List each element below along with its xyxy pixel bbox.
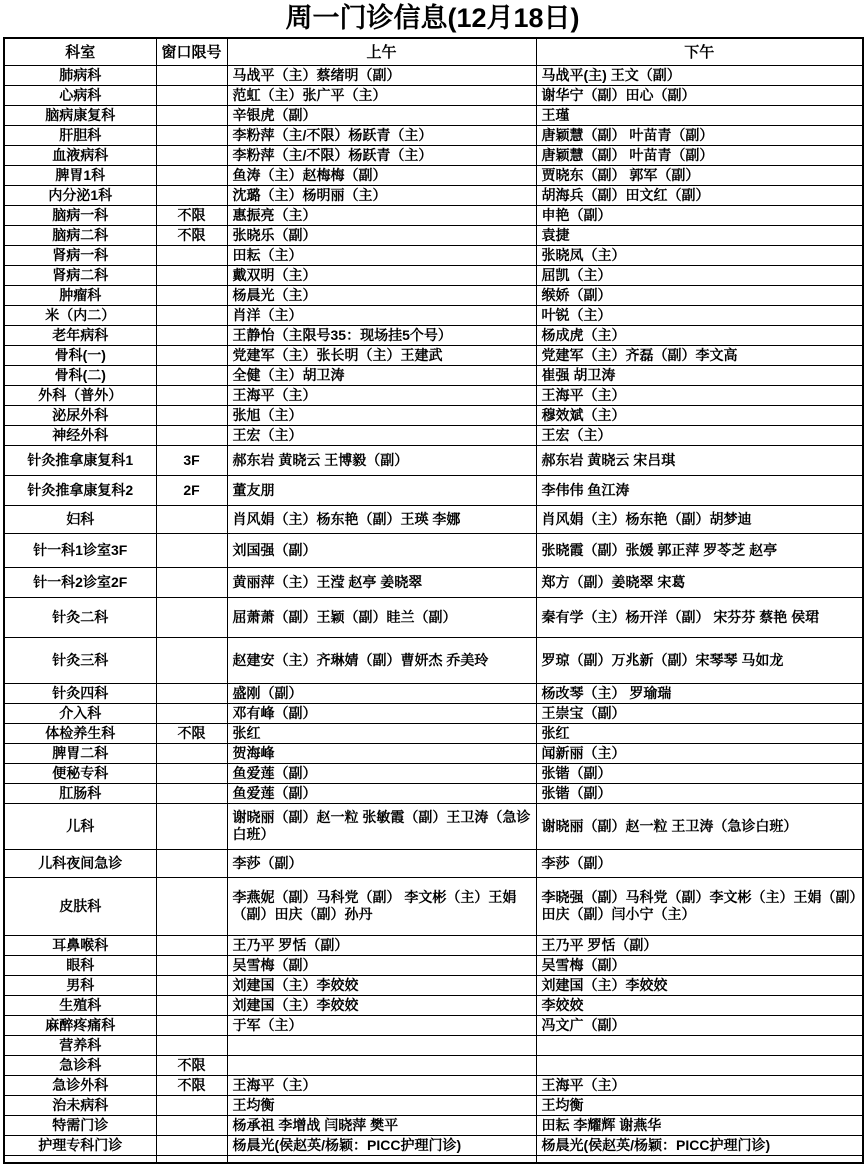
window-limit-cell xyxy=(156,597,227,637)
schedule-row xyxy=(4,683,863,703)
window-limit-cell: 不限 xyxy=(156,205,227,225)
department-cell: 护理专科门诊 xyxy=(4,1135,156,1155)
afternoon-cell: 党建军（主）齐磊（副）李文高 xyxy=(536,345,863,365)
department-cell: 介入科 xyxy=(4,703,156,723)
department-cell: 骨科(一) xyxy=(4,345,156,365)
window-limit-cell xyxy=(156,637,227,683)
schedule-table xyxy=(3,37,864,1164)
col-header-morning: 上午 xyxy=(227,38,536,65)
window-limit-cell xyxy=(156,533,227,567)
afternoon-cell: 谢晓丽（副）赵一粒 王卫涛（急诊白班） xyxy=(536,803,863,849)
department-cell xyxy=(4,1155,156,1163)
department-cell: 内分泌1科 xyxy=(4,185,156,205)
window-limit-cell xyxy=(156,405,227,425)
department-cell: 皮肤科 xyxy=(4,877,156,935)
morning-cell: 刘建国（主）李姣姣 xyxy=(227,975,536,995)
schedule-row xyxy=(4,265,863,285)
department-cell: 神经外科 xyxy=(4,425,156,445)
morning-cell: 张旭（主） xyxy=(227,405,536,425)
afternoon-cell: 张锴（副） xyxy=(536,763,863,783)
department-cell: 针灸二科 xyxy=(4,597,156,637)
morning-cell: 李燕妮（副）马科党（副） 李文彬（主）王娟（副）田庆（副）孙丹 xyxy=(227,877,536,935)
afternoon-cell: 李伟伟 鱼江涛 xyxy=(536,475,863,505)
window-limit-cell xyxy=(156,1015,227,1035)
afternoon-cell: 贾晓东（副） 郭军（副） xyxy=(536,165,863,185)
afternoon-cell: 杨成虎（主） xyxy=(536,325,863,345)
schedule-row xyxy=(4,1055,863,1075)
morning-cell: 张红 xyxy=(227,723,536,743)
afternoon-cell: 郑方（副）姜晓翠 宋葛 xyxy=(536,567,863,597)
schedule-row xyxy=(4,505,863,533)
col-header-afternoon: 下午 xyxy=(536,38,863,65)
schedule-row xyxy=(4,955,863,975)
schedule-row xyxy=(4,763,863,783)
window-limit-cell xyxy=(156,65,227,85)
window-limit-cell xyxy=(156,1035,227,1055)
department-cell: 生殖科 xyxy=(4,995,156,1015)
afternoon-cell: 屈凯（主） xyxy=(536,265,863,285)
morning-cell: 吴雪梅（副） xyxy=(227,955,536,975)
schedule-row xyxy=(4,1075,863,1095)
schedule-row xyxy=(4,877,863,935)
morning-cell: 杨晨光（主） xyxy=(227,285,536,305)
morning-cell: 董友朋 xyxy=(227,475,536,505)
department-cell: 骨科(二) xyxy=(4,365,156,385)
page-title: 周一门诊信息(12月18日) xyxy=(285,3,580,33)
morning-cell: 鱼涛（主）赵梅梅（副） xyxy=(227,165,536,185)
window-limit-cell: 不限 xyxy=(156,1075,227,1095)
window-limit-cell xyxy=(156,385,227,405)
window-limit-cell xyxy=(156,1155,227,1163)
department-cell: 脑病一科 xyxy=(4,205,156,225)
department-cell: 心病科 xyxy=(4,85,156,105)
morning-cell: 谢晓丽（副）赵一粒 张敏霞（副）王卫涛（急诊白班） xyxy=(227,803,536,849)
schedule-row xyxy=(4,723,863,743)
department-cell: 麻醉疼痛科 xyxy=(4,1015,156,1035)
schedule-row xyxy=(4,285,863,305)
afternoon-cell: 张晓凤（主） xyxy=(536,245,863,265)
schedule-row xyxy=(4,597,863,637)
morning-cell: 范虹（主）张广平（主） xyxy=(227,85,536,105)
department-cell: 泌尿外科 xyxy=(4,405,156,425)
morning-cell: 惠振亮（主） xyxy=(227,205,536,225)
afternoon-cell: 王瑾 xyxy=(536,105,863,125)
afternoon-cell: 杨晨光(侯赵英/杨颖：PICC护理门诊) xyxy=(536,1135,863,1155)
window-limit-cell: 不限 xyxy=(156,723,227,743)
header-row xyxy=(4,38,863,65)
department-cell: 米（内二） xyxy=(4,305,156,325)
morning-cell: 张晓乐（副） xyxy=(227,225,536,245)
window-limit-cell: 不限 xyxy=(156,225,227,245)
morning-cell: 李莎（副） xyxy=(227,849,536,877)
department-cell: 耳鼻喉科 xyxy=(4,935,156,955)
schedule-row xyxy=(4,1095,863,1115)
afternoon-cell: 秦有学（主）杨开洋（副） 宋芬芬 蔡艳 侯珺 xyxy=(536,597,863,637)
department-cell: 脑病二科 xyxy=(4,225,156,245)
window-limit-cell xyxy=(156,285,227,305)
afternoon-cell: 罗琼（副）万兆新（副）宋琴琴 马如龙 xyxy=(536,637,863,683)
window-limit-cell xyxy=(156,683,227,703)
afternoon-cell: 马战平(主) 王文（副） xyxy=(536,65,863,85)
schedule-table-head xyxy=(4,38,863,65)
schedule-row xyxy=(4,849,863,877)
window-limit-cell xyxy=(156,345,227,365)
window-limit-cell xyxy=(156,165,227,185)
schedule-row xyxy=(4,1135,863,1155)
window-limit-cell: 2F xyxy=(156,475,227,505)
window-limit-cell xyxy=(156,975,227,995)
schedule-row xyxy=(4,165,863,185)
schedule-row xyxy=(4,425,863,445)
department-cell: 针灸推拿康复科1 xyxy=(4,445,156,475)
morning-cell: 肖洋（主） xyxy=(227,305,536,325)
col-header-window-limit: 窗口限号 xyxy=(156,38,227,65)
afternoon-cell: 刘建国（主）李姣姣 xyxy=(536,975,863,995)
department-cell: 脾胃1科 xyxy=(4,165,156,185)
morning-cell: 刘建国（主）李姣姣 xyxy=(227,995,536,1015)
window-limit-cell xyxy=(156,877,227,935)
schedule-row xyxy=(4,803,863,849)
schedule-row xyxy=(4,185,863,205)
schedule-row xyxy=(4,225,863,245)
department-cell: 体检养生科 xyxy=(4,723,156,743)
department-cell: 男科 xyxy=(4,975,156,995)
schedule-row xyxy=(4,783,863,803)
afternoon-cell: 冯文广（副） xyxy=(536,1015,863,1035)
window-limit-cell xyxy=(156,185,227,205)
afternoon-cell: 吴雪梅（副） xyxy=(536,955,863,975)
schedule-row xyxy=(4,305,863,325)
department-cell: 急诊外科 xyxy=(4,1075,156,1095)
schedule-row xyxy=(4,1035,863,1055)
afternoon-cell: 杨改琴（主） 罗瑜瑞 xyxy=(536,683,863,703)
schedule-row xyxy=(4,475,863,505)
department-cell: 儿科 xyxy=(4,803,156,849)
morning-cell: 黄丽萍（主）王滢 赵亭 姜晓翠 xyxy=(227,567,536,597)
window-limit-cell xyxy=(156,85,227,105)
department-cell: 针一科1诊室3F xyxy=(4,533,156,567)
schedule-row xyxy=(4,365,863,385)
morning-cell: 杨晨光(侯赵英/杨颖：PICC护理门诊) xyxy=(227,1135,536,1155)
morning-cell: 戴双明（主） xyxy=(227,265,536,285)
window-limit-cell xyxy=(156,425,227,445)
window-limit-cell: 不限 xyxy=(156,1055,227,1075)
window-limit-cell xyxy=(156,803,227,849)
afternoon-cell: 王海平（主） xyxy=(536,385,863,405)
schedule-row xyxy=(4,245,863,265)
afternoon-cell: 袁捷 xyxy=(536,225,863,245)
afternoon-cell: 肖风娟（主）杨东艳（副）胡梦迪 xyxy=(536,505,863,533)
afternoon-cell: 王宏（主） xyxy=(536,425,863,445)
afternoon-cell: 唐颖慧（副） 叶苗青（副） xyxy=(536,145,863,165)
window-limit-cell xyxy=(156,145,227,165)
schedule-row xyxy=(4,405,863,425)
morning-cell: 马战平（主）蔡绪明（副） xyxy=(227,65,536,85)
morning-cell: 全健（主）胡卫涛 xyxy=(227,365,536,385)
window-limit-cell: 3F xyxy=(156,445,227,475)
window-limit-cell xyxy=(156,305,227,325)
schedule-row xyxy=(4,325,863,345)
schedule-row xyxy=(4,145,863,165)
morning-cell: 刘国强（副） xyxy=(227,533,536,567)
window-limit-cell xyxy=(156,955,227,975)
afternoon-cell: 张锴（副） xyxy=(536,783,863,803)
schedule-row xyxy=(4,65,863,85)
morning-cell: 沈璐（主）杨明丽（主） xyxy=(227,185,536,205)
afternoon-cell xyxy=(536,1055,863,1075)
morning-cell: 赵建安（主）齐琳婧（副）曹妍杰 乔美玲 xyxy=(227,637,536,683)
morning-cell xyxy=(227,1155,536,1163)
window-limit-cell xyxy=(156,995,227,1015)
department-cell: 肺病科 xyxy=(4,65,156,85)
window-limit-cell xyxy=(156,125,227,145)
afternoon-cell: 王均衡 xyxy=(536,1095,863,1115)
afternoon-cell: 李姣姣 xyxy=(536,995,863,1015)
department-cell: 外科（普外） xyxy=(4,385,156,405)
schedule-row xyxy=(4,85,863,105)
afternoon-cell xyxy=(536,1035,863,1055)
schedule-row xyxy=(4,703,863,723)
afternoon-cell: 闻新丽（主） xyxy=(536,743,863,763)
afternoon-cell: 王崇宝（副） xyxy=(536,703,863,723)
department-cell: 急诊科 xyxy=(4,1055,156,1075)
schedule-table-body xyxy=(4,65,863,1163)
morning-cell: 李粉萍（主/不限）杨跃青（主） xyxy=(227,145,536,165)
department-cell: 针一科2诊室2F xyxy=(4,567,156,597)
window-limit-cell xyxy=(156,1135,227,1155)
schedule-row xyxy=(4,125,863,145)
afternoon-cell: 穆效斌（主） xyxy=(536,405,863,425)
schedule-row xyxy=(4,567,863,597)
department-cell: 眼科 xyxy=(4,955,156,975)
schedule-row xyxy=(4,1015,863,1035)
window-limit-cell xyxy=(156,1115,227,1135)
window-limit-cell xyxy=(156,505,227,533)
schedule-row xyxy=(4,533,863,567)
morning-cell: 郝东岩 黄晓云 王博毅（副） xyxy=(227,445,536,475)
window-limit-cell xyxy=(156,1095,227,1115)
department-cell: 肾病一科 xyxy=(4,245,156,265)
department-cell: 营养科 xyxy=(4,1035,156,1055)
department-cell: 肛肠科 xyxy=(4,783,156,803)
schedule-row xyxy=(4,445,863,475)
window-limit-cell xyxy=(156,743,227,763)
department-cell: 脑病康复科 xyxy=(4,105,156,125)
afternoon-cell: 缑娇（副） xyxy=(536,285,863,305)
window-limit-cell xyxy=(156,763,227,783)
department-cell: 治未病科 xyxy=(4,1095,156,1115)
schedule-row xyxy=(4,345,863,365)
afternoon-cell: 田耘 李耀辉 谢燕华 xyxy=(536,1115,863,1135)
morning-cell: 杨承祖 李增战 闫晓萍 樊平 xyxy=(227,1115,536,1135)
department-cell: 针灸三科 xyxy=(4,637,156,683)
morning-cell: 屈萧萧（副）王颖（副）眭兰（副） xyxy=(227,597,536,637)
afternoon-cell: 崔强 胡卫涛 xyxy=(536,365,863,385)
window-limit-cell xyxy=(156,849,227,877)
morning-cell: 王海平（主） xyxy=(227,385,536,405)
morning-cell: 邓有峰（副） xyxy=(227,703,536,723)
department-cell: 针灸四科 xyxy=(4,683,156,703)
department-cell: 儿科夜间急诊 xyxy=(4,849,156,877)
schedule-row xyxy=(4,637,863,683)
schedule-row xyxy=(4,995,863,1015)
department-cell: 脾胃二科 xyxy=(4,743,156,763)
schedule-row xyxy=(4,105,863,125)
morning-cell xyxy=(227,1035,536,1055)
afternoon-cell: 王乃平 罗恬（副） xyxy=(536,935,863,955)
window-limit-cell xyxy=(156,935,227,955)
window-limit-cell xyxy=(156,105,227,125)
afternoon-cell: 张晓霞（副）张媛 郭正萍 罗苓芝 赵亭 xyxy=(536,533,863,567)
schedule-row xyxy=(4,205,863,225)
morning-cell: 王均衡 xyxy=(227,1095,536,1115)
window-limit-cell xyxy=(156,783,227,803)
morning-cell: 王宏（主） xyxy=(227,425,536,445)
morning-cell: 贺海峰 xyxy=(227,743,536,763)
morning-cell: 肖风娟（主）杨东艳（副）王瑛 李娜 xyxy=(227,505,536,533)
schedule-row xyxy=(4,743,863,763)
morning-cell xyxy=(227,1055,536,1075)
department-cell: 特需门诊 xyxy=(4,1115,156,1135)
window-limit-cell xyxy=(156,567,227,597)
afternoon-cell: 李晓强（副）马科党（副）李文彬（主）王娟（副）田庆（副）闫小宁（主） xyxy=(536,877,863,935)
window-limit-cell xyxy=(156,703,227,723)
department-cell: 血液病科 xyxy=(4,145,156,165)
department-cell: 肾病二科 xyxy=(4,265,156,285)
afternoon-cell: 谢华宁（副）田心（副） xyxy=(536,85,863,105)
department-cell: 老年病科 xyxy=(4,325,156,345)
morning-cell: 田耘（主） xyxy=(227,245,536,265)
afternoon-cell: 叶锐（主） xyxy=(536,305,863,325)
afternoon-cell: 李莎（副） xyxy=(536,849,863,877)
morning-cell: 盛刚（副） xyxy=(227,683,536,703)
window-limit-cell xyxy=(156,245,227,265)
afternoon-cell: 郝东岩 黄晓云 宋吕琪 xyxy=(536,445,863,475)
schedule-row xyxy=(4,975,863,995)
morning-cell: 鱼爱莲（副） xyxy=(227,783,536,803)
window-limit-cell xyxy=(156,365,227,385)
department-cell: 妇科 xyxy=(4,505,156,533)
afternoon-cell: 申艳（副） xyxy=(536,205,863,225)
morning-cell: 王海平（主） xyxy=(227,1075,536,1095)
window-limit-cell xyxy=(156,265,227,285)
col-header-department: 科室 xyxy=(4,38,156,65)
morning-cell: 于军（主） xyxy=(227,1015,536,1035)
morning-cell: 辛银虎（副） xyxy=(227,105,536,125)
schedule-row xyxy=(4,1115,863,1135)
morning-cell: 党建军（主）张长明（主）王建武 xyxy=(227,345,536,365)
department-cell: 针灸推拿康复科2 xyxy=(4,475,156,505)
schedule-row xyxy=(4,935,863,955)
department-cell: 肿瘤科 xyxy=(4,285,156,305)
department-cell: 便秘专科 xyxy=(4,763,156,783)
afternoon-cell: 唐颖慧（副） 叶苗青（副） xyxy=(536,125,863,145)
afternoon-cell: 张红 xyxy=(536,723,863,743)
department-cell: 肝胆科 xyxy=(4,125,156,145)
schedule-row xyxy=(4,385,863,405)
afternoon-cell: 胡海兵（副）田文红（副） xyxy=(536,185,863,205)
morning-cell: 鱼爱莲（副） xyxy=(227,763,536,783)
afternoon-cell xyxy=(536,1155,863,1163)
morning-cell: 李粉萍（主/不限）杨跃青（主） xyxy=(227,125,536,145)
morning-cell: 王静怡（主限号35：现场挂5个号） xyxy=(227,325,536,345)
afternoon-cell: 王海平（主） xyxy=(536,1075,863,1095)
morning-cell: 王乃平 罗恬（副） xyxy=(227,935,536,955)
window-limit-cell xyxy=(156,325,227,345)
schedule-row xyxy=(4,1155,863,1163)
